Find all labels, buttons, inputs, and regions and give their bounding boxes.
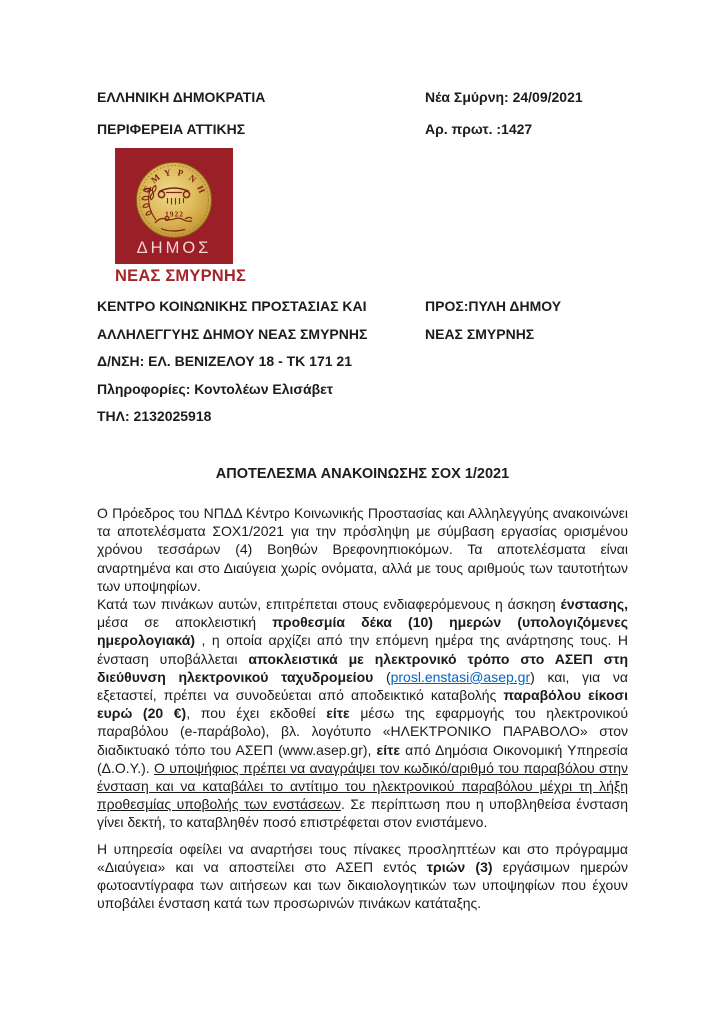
- text-segment-bold: είτε: [326, 705, 350, 722]
- sender-org-line1: ΚΕΝΤΡΟ ΚΟΙΝΩΝΙΚΗΣ ΠΡΟΣΤΑΣΙΑΣ ΚΑΙ: [97, 298, 367, 314]
- text-segment: , η οποία αρχίζει από την επόμενη ημέρα της ανάρτησης τους. Η ένσταση υποβάλλεται: [97, 632, 628, 667]
- text-segment-bold: παραβόλου είκοσι ευρώ (20 €): [97, 687, 628, 722]
- sender-address: Δ/ΝΣΗ: ΕΛ. ΒΕΝΙΖΕΛΟΥ 18 - ΤΚ 171 21: [97, 353, 352, 369]
- municipal-seal-icon: [115, 148, 233, 264]
- seal-letter: Ν: [186, 172, 199, 185]
- seal-letter: Η: [195, 183, 208, 195]
- header-right: [425, 88, 583, 152]
- sender-block: [97, 297, 367, 435]
- recipient-block: [425, 297, 561, 352]
- text-segment-bold: είτε: [376, 741, 400, 758]
- document-title: ΑΠΟΤΕΛΕΣΜΑ ΑΝΑΚΟΙΝΩΣΗΣ ΣΟΧ 1/2021: [215, 466, 510, 482]
- seal-letter: Μ: [148, 172, 162, 186]
- text-segment: Κατά των πινάκων αυτών, επιτρέπεται στους ενδιαφερόμενους η άσκηση: [97, 596, 561, 613]
- seal-coin: [137, 163, 212, 238]
- text-segment: , που έχει εκδοθεί: [186, 705, 327, 722]
- text-segment: εργάσιμων ημερών φωτοαντίγραφα των αιτήσεων και των δικαιολογητικών των υποψηφίων που έχουν υποβάλει ένσταση κατά των προσωρινών πινάκων κατάταξης.: [97, 858, 628, 912]
- document-body: [97, 504, 628, 912]
- paragraph-results-and-objections: [97, 504, 628, 832]
- seal-letter: Ρ: [176, 167, 185, 179]
- text-segment: Η υπηρεσία οφείλει να αναρτήσει τους πίνακες προσληπτέων και στο πρόγραμμα «Διαύγεια» και να αποστείλει στο ΑΣΕΠ εντός: [97, 840, 628, 875]
- text-segment: μέσω της εφαρμογής του ηλεκτρονικού παραβόλου (e-παράβολο), βλ. λογότυπο «ΗΛΕΚΤΡΟΝΙΚΟ ΠΑΡΑΒΟΛΟ» στον διαδικτυακό τόπο του ΑΣΕΠ (www.asep.gr),: [97, 705, 628, 758]
- header-left: [97, 88, 265, 152]
- text-segment-bold: ένστασης,: [560, 596, 628, 613]
- sender-org-line2: ΑΛΛΗΛΕΓΓΥΗΣ ΔΗΜΟΥ ΝΕΑΣ ΣΜΥΡΝΗΣ: [97, 325, 368, 342]
- text-segment: (: [373, 668, 391, 685]
- text-segment: Ο Πρόεδρος του ΝΠΔΔ Κέντρο Κοινωνικής Προστασίας και Αλληλεγγύης ανακοινώνει τα αποτελέσματα ΣΟΧ1/2021 για την πρόσληψη με σύμβαση εργασίας ορισμένου χρόνου τεσσάρων (4) Βοηθών Βρεφονηπιοκόμων. Τα αποτελέσματα είναι αναρτημένα και στο Διαύγεια χωρίς ονόματα, αλλά με τους αριθμούς των ταυτοτήτων των υποψηφίων.: [97, 505, 628, 594]
- text-segment-underlined: Ο υποψήφιος πρέπει να αναγράψει τον κωδικό/αριθμό του παραβόλου στην ένσταση και να καταβάλει το αντίτιμο του ηλεκτρονικού παραβόλου μέχρι τη λήξη προθεσμίας υποβολής των ενστάσεων: [97, 759, 628, 813]
- paragraph-service-obligation: [97, 840, 628, 913]
- seal-letter: Υ: [163, 167, 172, 179]
- text-segment-bold: προθεσμία δέκα (10) ημερών (υπολογιζόμενες ημερολογιακά): [97, 614, 628, 649]
- text-segment: από Δημόσια Οικονομική Υπηρεσία (Δ.Ο.Υ.).: [97, 741, 628, 776]
- seal-letter: Σ: [141, 184, 153, 195]
- text-segment: ) και, για να εξεταστεί, πρέπει να συνοδεύεται από αποδεικτικό καταβολής: [97, 668, 628, 704]
- recipient-line2: ΝΕΑΣ ΣΜΥΡΝΗΣ: [425, 325, 535, 342]
- recipient-line1: ΠΡΟΣ:ΠΥΛΗ ΔΗΜΟΥ: [425, 298, 562, 314]
- region-name: ΠΕΡΙΦΕΡΕΙΑ ΑΤΤΙΚΗΣ: [97, 121, 246, 137]
- text-segment-bold: αποκλειστικά με ηλεκτρονικό τρόπο στο ΑΣΕΠ στη διεύθυνση ηλεκτρονικού ταχυδρομείου: [97, 650, 628, 685]
- municipality-name: ΝΕΑΣ ΣΜΥΡΝΗΣ: [115, 267, 247, 285]
- text-segment: . Σε περίπτωση που η υποβληθείσα ένσταση γίνει δεκτή, το καταβληθέν ποσό επιστρέφεται στον ενιστάμενο.: [97, 796, 629, 831]
- protocol-number: Αρ. πρωτ. :1427: [425, 121, 533, 137]
- text-segment: μέσα σε αποκλειστική: [97, 614, 273, 631]
- state-name: ΕΛΛΗΝΙΚΗ ΔΗΜΟΚΡΑΤΙΑ: [97, 89, 266, 105]
- asep-email-link[interactable]: prosl.enstasi@asep.gr: [390, 668, 531, 685]
- sender-contact-person: Πληροφορίες: Κοντολέων Ελισάβετ: [97, 380, 334, 397]
- sender-phone: ΤΗΛ: 2132025918: [97, 408, 212, 424]
- place-date: Νέα Σμύρνη: 24/09/2021: [425, 89, 583, 105]
- seal-year: 1922: [165, 209, 184, 219]
- municipality-label: ΔΗΜΟΣ: [136, 239, 212, 257]
- municipality-logo: [115, 148, 247, 286]
- text-segment-bold: τριών (3): [426, 858, 493, 875]
